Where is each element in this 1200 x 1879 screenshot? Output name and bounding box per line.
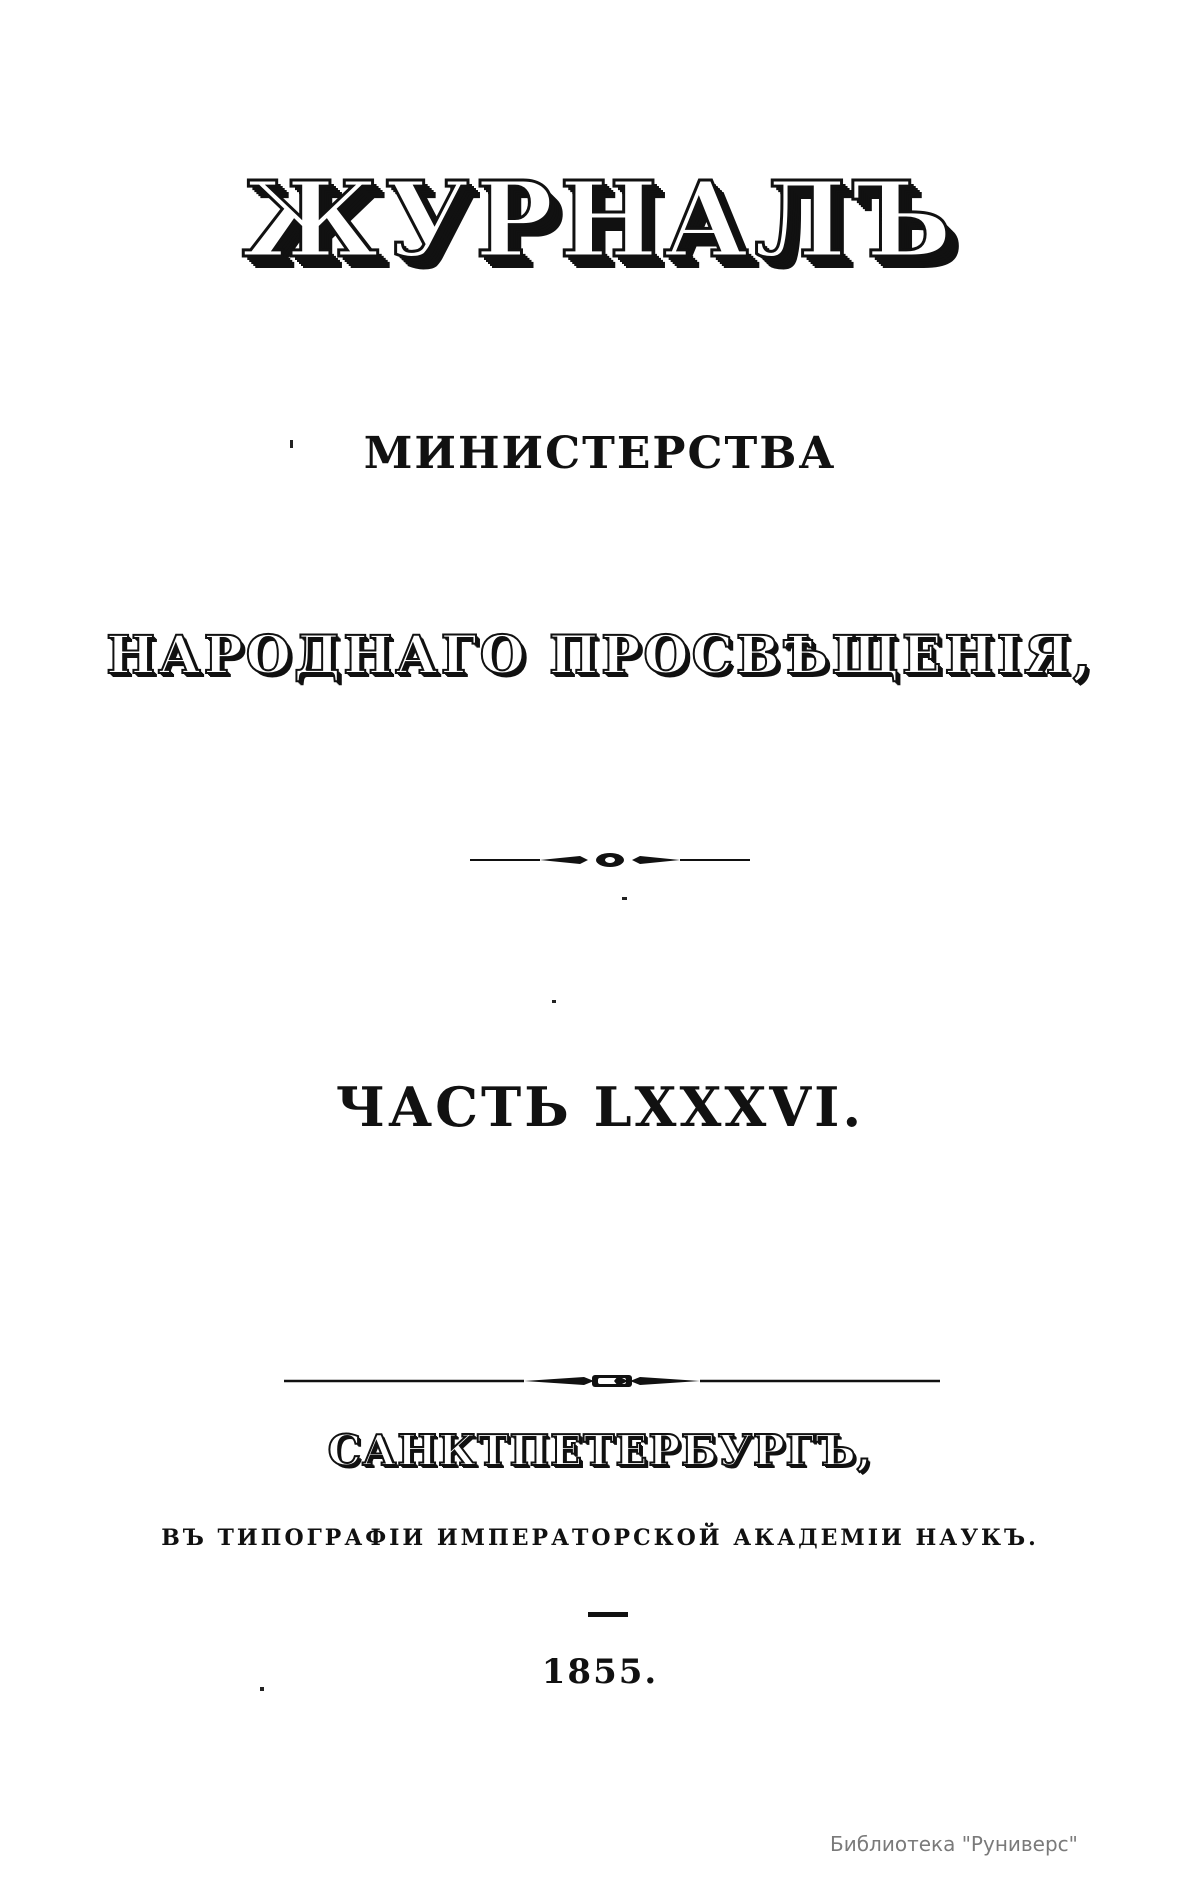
publication-year: 1855. (541, 1652, 659, 1692)
print-speck (622, 897, 627, 900)
city-imprint: САНКТПЕТЕРБУРГЪ, (327, 1426, 873, 1475)
volume-part: ЧАСТЬ LXXXVI. (335, 1075, 865, 1139)
enlightenment-line: НАРОДНАГО ПРОСВѢЩЕНІЯ, (106, 625, 1094, 686)
short-rule (588, 1612, 628, 1617)
print-speck (552, 1000, 556, 1003)
print-speck (290, 440, 293, 448)
ministry-line: МИНИСТЕРСТВА (363, 428, 837, 479)
press-imprint: ВЪ ТИПОГРАФІИ ИМПЕРАТОРСКОЙ АКАДЕМІИ НАУКЪ. (161, 1525, 1039, 1551)
divider-ornament-top (470, 850, 750, 870)
library-watermark: Библиотека "Руниверс" (830, 1832, 1078, 1856)
divider-ornament-bottom (284, 1370, 940, 1392)
journal-title: ЖУРНАЛЪ (242, 158, 958, 281)
